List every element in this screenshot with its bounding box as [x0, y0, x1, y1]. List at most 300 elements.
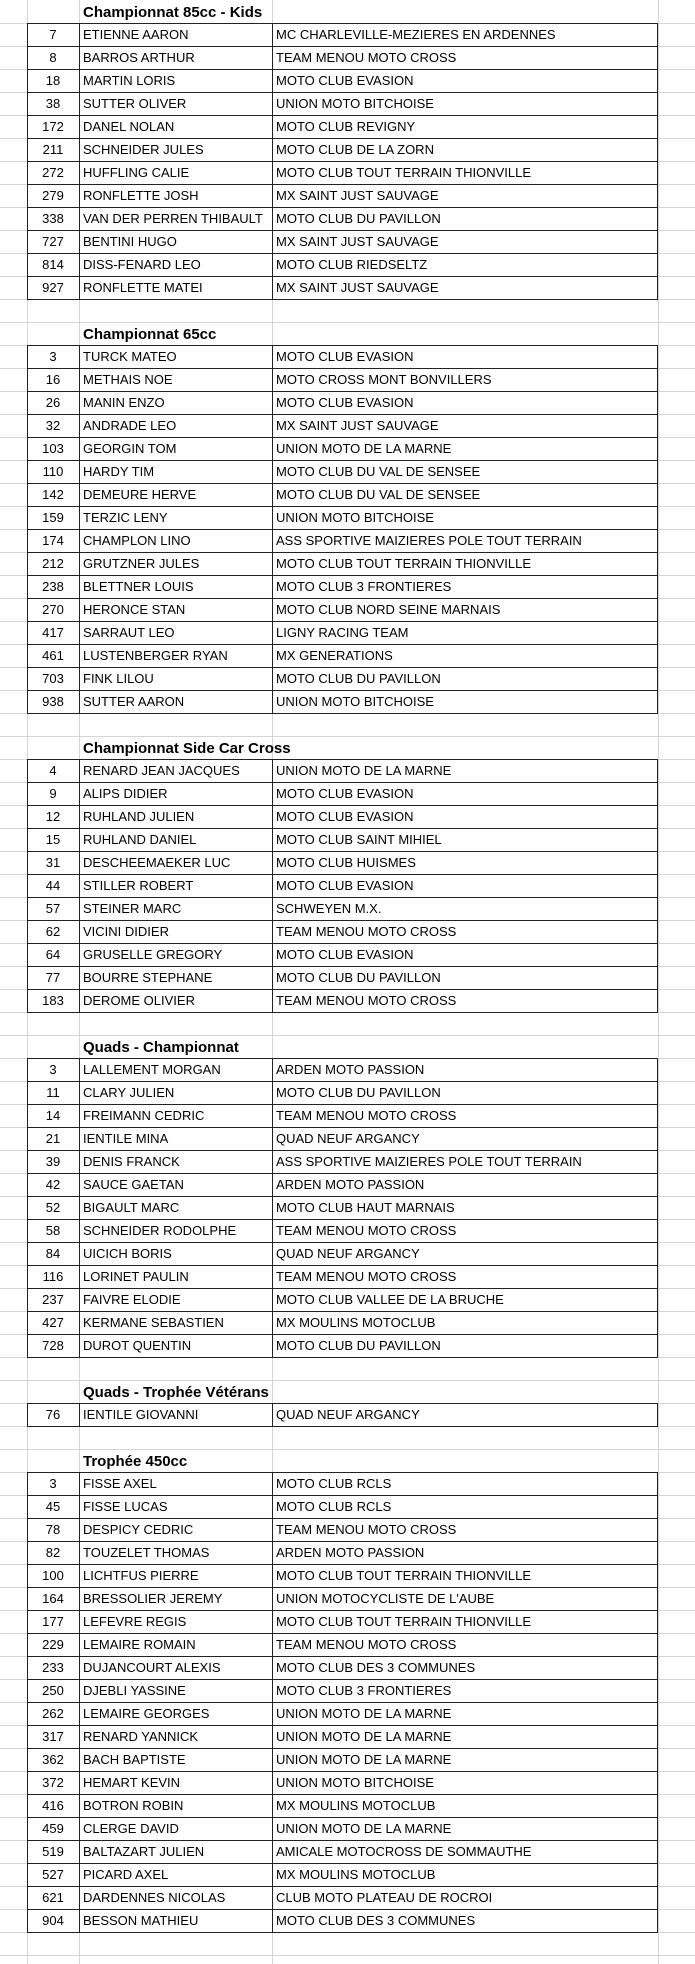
rider-number: 26 — [45, 395, 61, 410]
rider-number: 38 — [45, 96, 61, 111]
rider-number: 519 — [42, 1844, 64, 1859]
rider-number: 164 — [42, 1591, 64, 1606]
rider-number: 116 — [42, 1269, 64, 1284]
rider-number: 62 — [45, 924, 61, 939]
rider-number: 229 — [42, 1637, 64, 1652]
table-row — [27, 1794, 658, 1817]
section-title: Quads - Trophée Vétérans — [83, 1384, 269, 1401]
rider-number: 142 — [42, 487, 64, 502]
rider-number: 372 — [42, 1775, 64, 1790]
rider-number: 938 — [42, 694, 64, 709]
rider-name: DUROT QUENTIN — [79, 1335, 300, 1357]
club-name: UNION MOTO DE LA MARNE — [272, 1818, 657, 1840]
table-row — [27, 1058, 658, 1081]
rider-name: MARTIN LORIS — [79, 70, 300, 92]
club-name: MOTO CLUB DU VAL DE SENSEE — [272, 461, 657, 483]
rider-number: 52 — [45, 1200, 61, 1215]
rider-name: PICARD AXEL — [79, 1864, 300, 1886]
table-row — [27, 368, 658, 391]
table-row — [27, 759, 658, 782]
table-row — [27, 207, 658, 230]
table-row — [27, 989, 658, 1012]
club-name: MOTO CLUB NORD SEINE MARNAIS — [272, 599, 657, 621]
rider-number: 527 — [42, 1867, 64, 1882]
club-name: MOTO CLUB EVASION — [272, 944, 657, 966]
table-row — [27, 1242, 658, 1265]
table-row — [27, 46, 658, 69]
rider-name: IENTILE GIOVANNI — [79, 1404, 300, 1426]
rider-number: 238 — [42, 579, 64, 594]
rider-name: GRUSELLE GREGORY — [79, 944, 300, 966]
rider-name: BIGAULT MARC — [79, 1197, 300, 1219]
table-row — [27, 1311, 658, 1334]
rider-name: KERMANE SEBASTIEN — [79, 1312, 300, 1334]
club-name: MX MOULINS MOTOCLUB — [272, 1312, 657, 1334]
rider-number: 77 — [45, 970, 61, 985]
rider-number: 32 — [45, 418, 61, 433]
table-row — [27, 874, 658, 897]
rider-number: 42 — [45, 1177, 61, 1192]
rider-name: DEMEURE HERVE — [79, 484, 300, 506]
rider-name: CLERGE DAVID — [79, 1818, 300, 1840]
table-row — [27, 1610, 658, 1633]
club-name: MC CHARLEVILLE-MEZIERES EN ARDENNES — [272, 24, 657, 46]
rider-number: 78 — [45, 1522, 61, 1537]
table-row — [27, 575, 658, 598]
club-name: MX SAINT JUST SAUVAGE — [272, 185, 657, 207]
rider-number: 159 — [42, 510, 64, 525]
table-row — [27, 943, 658, 966]
club-name: MOTO CLUB DE LA ZORN — [272, 139, 657, 161]
rider-number: 7 — [49, 27, 57, 42]
table-row — [27, 184, 658, 207]
club-name: MOTO CLUB SAINT MIHIEL — [272, 829, 657, 851]
table-row — [27, 1771, 658, 1794]
rider-number: 3 — [49, 349, 57, 364]
table-row — [27, 414, 658, 437]
table-row — [27, 1081, 658, 1104]
rider-name: LEMAIRE GEORGES — [79, 1703, 300, 1725]
rider-name: HARDY TIM — [79, 461, 300, 483]
table-row — [27, 1679, 658, 1702]
club-name: MOTO CROSS MONT BONVILLERS — [272, 369, 657, 391]
table-row — [27, 621, 658, 644]
rider-number: 103 — [42, 441, 64, 456]
rider-number: 233 — [42, 1660, 64, 1675]
rider-name: RONFLETTE MATEI — [79, 277, 300, 299]
club-name: MX SAINT JUST SAUVAGE — [272, 231, 657, 253]
club-name: TEAM MENOU MOTO CROSS — [272, 1519, 657, 1541]
club-name: SCHWEYEN M.X. — [272, 898, 657, 920]
rider-number: 4 — [49, 763, 57, 778]
rider-name: SARRAUT LEO — [79, 622, 300, 644]
rider-number: 21 — [45, 1131, 61, 1146]
rider-name: LEFEVRE REGIS — [79, 1611, 300, 1633]
rider-name: DISS-FENARD LEO — [79, 254, 300, 276]
rider-name: FISSE AXEL — [79, 1473, 300, 1495]
table-row — [27, 460, 658, 483]
rider-name: SCHNEIDER JULES — [79, 139, 300, 161]
club-name: MOTO CLUB DU PAVILLON — [272, 208, 657, 230]
club-name: MOTO CLUB RIEDSELTZ — [272, 254, 657, 276]
rider-name: GRUTZNER JULES — [79, 553, 300, 575]
rider-name: CHAMPLON LINO — [79, 530, 300, 552]
rider-number: 8 — [49, 50, 57, 65]
rider-number: 338 — [42, 211, 64, 226]
rider-number: 927 — [42, 280, 64, 295]
rider-name: RUHLAND JULIEN — [79, 806, 300, 828]
rider-number: 39 — [45, 1154, 61, 1169]
table-row — [27, 1748, 658, 1771]
rider-name: ETIENNE AARON — [79, 24, 300, 46]
rider-number: 262 — [42, 1706, 64, 1721]
rider-name: BRESSOLIER JEREMY — [79, 1588, 300, 1610]
rider-name: STEINER MARC — [79, 898, 300, 920]
rider-number: 18 — [45, 73, 61, 88]
table-row — [27, 851, 658, 874]
table-row — [27, 1495, 658, 1518]
club-name: MX SAINT JUST SAUVAGE — [272, 277, 657, 299]
rider-number: 727 — [42, 234, 64, 249]
table-row — [27, 1541, 658, 1564]
rider-name: DESCHEEMAEKER LUC — [79, 852, 300, 874]
rider-number: 317 — [42, 1729, 64, 1744]
rider-name: SAUCE GAETAN — [79, 1174, 300, 1196]
rider-name: LUSTENBERGER RYAN — [79, 645, 300, 667]
rider-name: VAN DER PERREN THIBAULT — [79, 208, 300, 230]
rider-name: ALIPS DIDIER — [79, 783, 300, 805]
club-name: MX SAINT JUST SAUVAGE — [272, 415, 657, 437]
rider-number: 904 — [42, 1913, 64, 1928]
rider-name: HUFFLING CALIE — [79, 162, 300, 184]
rider-number: 16 — [45, 372, 61, 387]
rider-name: GEORGIN TOM — [79, 438, 300, 460]
rider-name: DARDENNES NICOLAS — [79, 1887, 300, 1909]
club-name: CLUB MOTO PLATEAU DE ROCROI — [272, 1887, 657, 1909]
club-name: UNION MOTO BITCHOISE — [272, 93, 657, 115]
table-row — [27, 138, 658, 161]
table-row — [27, 437, 658, 460]
table-row — [27, 92, 658, 115]
rider-number: 76 — [45, 1407, 61, 1422]
club-name: QUAD NEUF ARGANCY — [272, 1128, 657, 1150]
table-row — [27, 966, 658, 989]
rider-name: FINK LILOU — [79, 668, 300, 690]
club-name: MOTO CLUB EVASION — [272, 875, 657, 897]
table-row — [27, 1817, 658, 1840]
rider-name: RENARD JEAN JACQUES — [79, 760, 300, 782]
table-row — [27, 1288, 658, 1311]
club-name: UNION MOTO DE LA MARNE — [272, 438, 657, 460]
club-name: UNION MOTOCYCLISTE DE L'AUBE — [272, 1588, 657, 1610]
table-row — [27, 1656, 658, 1679]
table-row — [27, 805, 658, 828]
rider-name: SCHNEIDER RODOLPHE — [79, 1220, 300, 1242]
table-row — [27, 1909, 658, 1932]
rider-number: 212 — [42, 556, 64, 571]
rider-number: 58 — [45, 1223, 61, 1238]
club-name: MOTO CLUB 3 FRONTIERES — [272, 576, 657, 598]
section-title: Championnat 65cc — [83, 326, 217, 343]
club-name: MOTO CLUB DU PAVILLON — [272, 1082, 657, 1104]
rider-name: BARROS ARTHUR — [79, 47, 300, 69]
club-name: TEAM MENOU MOTO CROSS — [272, 990, 657, 1012]
rider-name: UICICH BORIS — [79, 1243, 300, 1265]
table-row — [27, 828, 658, 851]
club-name: MOTO CLUB 3 FRONTIERES — [272, 1680, 657, 1702]
club-name: ARDEN MOTO PASSION — [272, 1174, 657, 1196]
club-name: MOTO CLUB TOUT TERRAIN THIONVILLE — [272, 1611, 657, 1633]
rider-number: 12 — [45, 809, 61, 824]
table-row — [27, 1150, 658, 1173]
rider-name: MANIN ENZO — [79, 392, 300, 414]
table-row — [27, 1472, 658, 1495]
club-name: MX MOULINS MOTOCLUB — [272, 1795, 657, 1817]
rider-name: TOUZELET THOMAS — [79, 1542, 300, 1564]
club-name: MOTO CLUB EVASION — [272, 70, 657, 92]
rider-name: DANEL NOLAN — [79, 116, 300, 138]
table-row — [27, 1725, 658, 1748]
rider-number: 621 — [42, 1890, 64, 1905]
rider-number: 9 — [49, 786, 57, 801]
rider-name: LORINET PAULIN — [79, 1266, 300, 1288]
rider-number: 174 — [42, 533, 64, 548]
club-name: MOTO CLUB RCLS — [272, 1496, 657, 1518]
table-row — [27, 1265, 658, 1288]
table-row — [27, 1104, 658, 1127]
rider-name: CLARY JULIEN — [79, 1082, 300, 1104]
rider-name: LALLEMENT MORGAN — [79, 1059, 300, 1081]
rider-name: DEROME OLIVIER — [79, 990, 300, 1012]
table-row — [27, 230, 658, 253]
club-name: MOTO CLUB RCLS — [272, 1473, 657, 1495]
rider-name: LEMAIRE ROMAIN — [79, 1634, 300, 1656]
club-name: QUAD NEUF ARGANCY — [272, 1404, 657, 1426]
table-row — [27, 529, 658, 552]
table-row — [27, 115, 658, 138]
rider-name: DJEBLI YASSINE — [79, 1680, 300, 1702]
rider-name: BESSON MATHIEU — [79, 1910, 300, 1932]
rider-number: 110 — [42, 464, 64, 479]
club-name: ARDEN MOTO PASSION — [272, 1542, 657, 1564]
rider-number: 172 — [42, 119, 64, 134]
rider-number: 250 — [42, 1683, 64, 1698]
rider-name: TERZIC LENY — [79, 507, 300, 529]
club-name: MOTO CLUB EVASION — [272, 806, 657, 828]
table-row — [27, 1518, 658, 1541]
table-row — [27, 69, 658, 92]
club-name: ASS SPORTIVE MAIZIERES POLE TOUT TERRAIN — [272, 530, 657, 552]
rider-name: IENTILE MINA — [79, 1128, 300, 1150]
table-row — [27, 483, 658, 506]
rider-name: DESPICY CEDRIC — [79, 1519, 300, 1541]
rider-name: RONFLETTE JOSH — [79, 185, 300, 207]
club-name: UNION MOTO DE LA MARNE — [272, 760, 657, 782]
section-title: Quads - Championnat — [83, 1039, 239, 1056]
rider-number: 82 — [45, 1545, 61, 1560]
rider-name: VICINI DIDIER — [79, 921, 300, 943]
rider-number: 362 — [42, 1752, 64, 1767]
rider-number: 703 — [42, 671, 64, 686]
rider-name: BLETTNER LOUIS — [79, 576, 300, 598]
rider-number: 211 — [42, 142, 64, 157]
rider-name: FISSE LUCAS — [79, 1496, 300, 1518]
club-name: UNION MOTO BITCHOISE — [272, 507, 657, 529]
club-name: QUAD NEUF ARGANCY — [272, 1243, 657, 1265]
club-name: MOTO CLUB DU PAVILLON — [272, 967, 657, 989]
rider-number: 84 — [45, 1246, 61, 1261]
rider-name: FREIMANN CEDRIC — [79, 1105, 300, 1127]
rider-name: FAIVRE ELODIE — [79, 1289, 300, 1311]
rider-number: 728 — [42, 1338, 64, 1353]
section-title: Trophée 450cc — [83, 1453, 188, 1470]
table-row — [27, 1127, 658, 1150]
rider-name: SUTTER AARON — [79, 691, 300, 713]
club-name: MOTO CLUB DES 3 COMMUNES — [272, 1657, 657, 1679]
table-row — [27, 1840, 658, 1863]
rider-number: 45 — [45, 1499, 61, 1514]
club-name: MOTO CLUB DU PAVILLON — [272, 1335, 657, 1357]
table-row — [27, 253, 658, 276]
section-title: Championnat Side Car Cross — [83, 740, 291, 757]
rider-number: 270 — [42, 602, 64, 617]
table-row — [27, 1587, 658, 1610]
table-row — [27, 506, 658, 529]
club-name: MOTO CLUB TOUT TERRAIN THIONVILLE — [272, 553, 657, 575]
club-name: TEAM MENOU MOTO CROSS — [272, 47, 657, 69]
table-row — [27, 1702, 658, 1725]
club-name: ARDEN MOTO PASSION — [272, 1059, 657, 1081]
rider-number: 183 — [42, 993, 64, 1008]
club-name: MX GENERATIONS — [272, 645, 657, 667]
table-row — [27, 1564, 658, 1587]
club-name: UNION MOTO DE LA MARNE — [272, 1726, 657, 1748]
club-name: MOTO CLUB TOUT TERRAIN THIONVILLE — [272, 162, 657, 184]
rider-number: 279 — [42, 188, 64, 203]
table-row — [27, 1196, 658, 1219]
rider-name: BOURRE STEPHANE — [79, 967, 300, 989]
club-name: MOTO CLUB EVASION — [272, 392, 657, 414]
club-name: MOTO CLUB DU PAVILLON — [272, 668, 657, 690]
club-name: UNION MOTO BITCHOISE — [272, 1772, 657, 1794]
club-name: MOTO CLUB HAUT MARNAIS — [272, 1197, 657, 1219]
table-row — [27, 345, 658, 368]
rider-name: BOTRON ROBIN — [79, 1795, 300, 1817]
rider-number: 14 — [45, 1108, 61, 1123]
table-row — [27, 1403, 658, 1426]
rider-number: 3 — [49, 1476, 57, 1491]
table-row — [27, 1863, 658, 1886]
club-name: MOTO CLUB EVASION — [272, 783, 657, 805]
rider-number: 427 — [42, 1315, 64, 1330]
rider-name: HEMART KEVIN — [79, 1772, 300, 1794]
table-row — [27, 1334, 658, 1357]
rider-name: RUHLAND DANIEL — [79, 829, 300, 851]
club-name: TEAM MENOU MOTO CROSS — [272, 921, 657, 943]
club-name: MX MOULINS MOTOCLUB — [272, 1864, 657, 1886]
club-name: MOTO CLUB REVIGNY — [272, 116, 657, 138]
rider-number: 15 — [45, 832, 61, 847]
rider-number: 100 — [42, 1568, 64, 1583]
rider-name: DUJANCOURT ALEXIS — [79, 1657, 300, 1679]
table-row — [27, 552, 658, 575]
rider-number: 416 — [42, 1798, 64, 1813]
club-name: UNION MOTO DE LA MARNE — [272, 1703, 657, 1725]
club-name: MOTO CLUB EVASION — [272, 346, 657, 368]
rider-number: 272 — [42, 165, 64, 180]
rider-name: HERONCE STAN — [79, 599, 300, 621]
table-row — [27, 667, 658, 690]
rider-number: 3 — [49, 1062, 57, 1077]
table-row — [27, 1173, 658, 1196]
club-name: UNION MOTO BITCHOISE — [272, 691, 657, 713]
club-name: AMICALE MOTOCROSS DE SOMMAUTHE — [272, 1841, 657, 1863]
club-name: TEAM MENOU MOTO CROSS — [272, 1220, 657, 1242]
gridline-vertical — [658, 0, 659, 1964]
club-name: TEAM MENOU MOTO CROSS — [272, 1266, 657, 1288]
club-name: TEAM MENOU MOTO CROSS — [272, 1105, 657, 1127]
rider-number: 177 — [42, 1614, 64, 1629]
rider-number: 31 — [45, 855, 61, 870]
rider-number: 459 — [42, 1821, 64, 1836]
rider-name: BALTAZART JULIEN — [79, 1841, 300, 1863]
rider-number: 814 — [42, 257, 64, 272]
table-row — [27, 391, 658, 414]
rider-name: BACH BAPTISTE — [79, 1749, 300, 1771]
table-row — [27, 161, 658, 184]
rider-number: 461 — [42, 648, 64, 663]
rider-name: ANDRADE LEO — [79, 415, 300, 437]
table-row — [27, 644, 658, 667]
table-row — [27, 782, 658, 805]
club-name: MOTO CLUB HUISMES — [272, 852, 657, 874]
table-row — [27, 1633, 658, 1656]
rider-name: SUTTER OLIVER — [79, 93, 300, 115]
rider-name: RENARD YANNICK — [79, 1726, 300, 1748]
table-row — [27, 276, 658, 299]
rider-number: 11 — [46, 1085, 60, 1100]
rider-name: METHAIS NOE — [79, 369, 300, 391]
rider-number: 57 — [45, 901, 61, 916]
club-name: MOTO CLUB DU VAL DE SENSEE — [272, 484, 657, 506]
section-title: Championnat 85cc - Kids — [83, 4, 263, 21]
table-row — [27, 920, 658, 943]
rider-name: BENTINI HUGO — [79, 231, 300, 253]
rider-name: DENIS FRANCK — [79, 1151, 300, 1173]
club-name: ASS SPORTIVE MAIZIERES POLE TOUT TERRAIN — [272, 1151, 657, 1173]
rider-number: 417 — [42, 625, 64, 640]
table-row — [27, 690, 658, 713]
rider-number: 44 — [45, 878, 61, 893]
table-row — [27, 897, 658, 920]
rider-name: LICHTFUS PIERRE — [79, 1565, 300, 1587]
table-row — [27, 1219, 658, 1242]
table-row — [27, 598, 658, 621]
club-name: UNION MOTO DE LA MARNE — [272, 1749, 657, 1771]
table-row — [27, 1886, 658, 1909]
club-name: MOTO CLUB TOUT TERRAIN THIONVILLE — [272, 1565, 657, 1587]
rider-name: STILLER ROBERT — [79, 875, 300, 897]
club-name: LIGNY RACING TEAM — [272, 622, 657, 644]
club-name: MOTO CLUB DES 3 COMMUNES — [272, 1910, 657, 1932]
table-row — [27, 23, 658, 46]
club-name: MOTO CLUB VALLEE DE LA BRUCHE — [272, 1289, 657, 1311]
rider-name: TURCK MATEO — [79, 346, 300, 368]
gridline-horizontal — [0, 1955, 695, 1956]
rider-number: 237 — [42, 1292, 64, 1307]
club-name: TEAM MENOU MOTO CROSS — [272, 1634, 657, 1656]
rider-number: 64 — [45, 947, 61, 962]
